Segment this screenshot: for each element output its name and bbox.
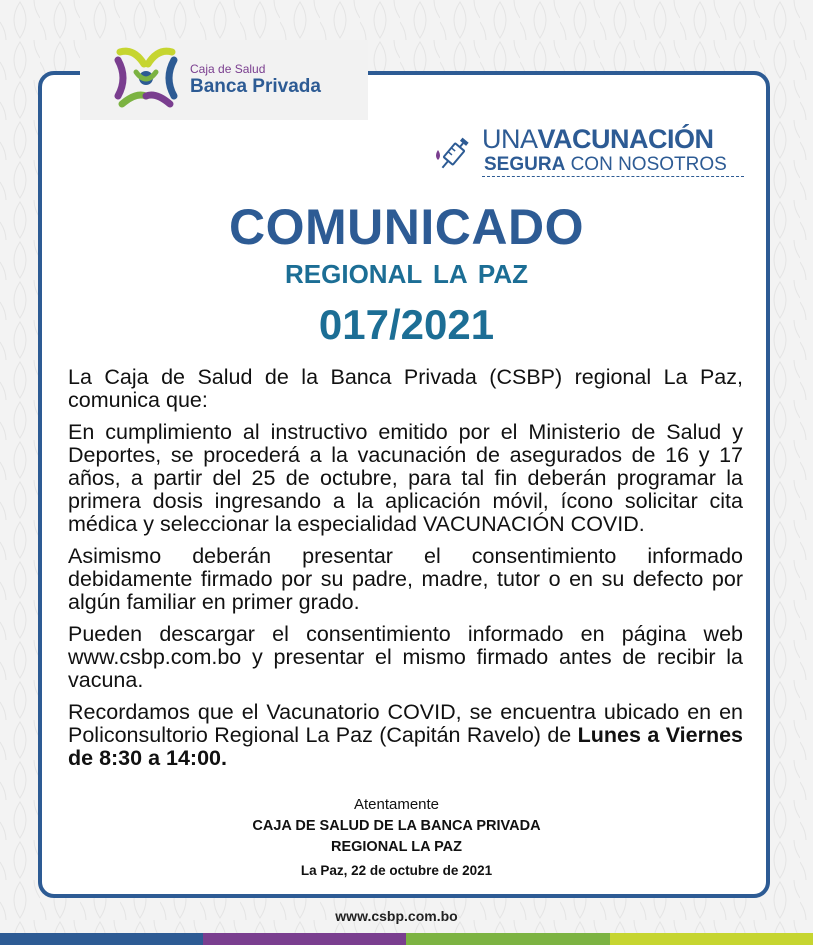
campaign-line-2: SEGURA CON NOSOTROS bbox=[484, 154, 727, 175]
bar-segment-green bbox=[406, 933, 610, 945]
vaccination-campaign-banner bbox=[432, 124, 748, 180]
bar-segment-purple bbox=[203, 933, 406, 945]
page-title: COMUNICADO bbox=[229, 199, 584, 255]
footer-website-link[interactable]: www.csbp.com.bo bbox=[335, 908, 458, 924]
place-date: La Paz, 22 de octubre de 2021 bbox=[300, 863, 493, 878]
bar-segment-blue bbox=[0, 933, 203, 945]
paragraph-intro: La Caja de Salud de la Banca Privada (CSBP) regional La Paz, comunica que: bbox=[68, 365, 743, 412]
logo-text-big: Banca Privada bbox=[190, 76, 321, 97]
paragraph-schedule: Recordamos que el Vacunatorio COVID, se encuentra ubicado en en Policonsultorio Regional La Paz (Capitán Ravelo) de Lunes a Viernes de 8:30 a 14:00. bbox=[68, 700, 744, 770]
bar-segment-yellow-green bbox=[610, 933, 813, 945]
campaign-line-1: UNAVACUNACIÓN bbox=[482, 124, 714, 154]
bottom-color-bar bbox=[0, 933, 813, 945]
communique-body bbox=[68, 366, 743, 779]
paragraph-instructions: En cumplimiento al instructivo emitido por el Ministerio de Salud y Deportes, se procederá a la vacunación de asegurados de 16 y 17 años, a partir del 25 de octubre, para tal fin deberán programar la primera dosis ingresando a la aplicación móvil, ícono solicitar cita médica y seleccionar la especialidad VACUNACIÓN COVID. bbox=[68, 420, 743, 536]
organization-regional: REGIONAL LA PAZ bbox=[330, 839, 463, 855]
closing-text: Atentamente bbox=[353, 796, 440, 813]
logo-text-small: Caja de Salud bbox=[190, 62, 266, 76]
organization-name: CAJA DE SALUD DE LA BANCA PRIVADA bbox=[252, 818, 541, 834]
page-subtitle: REGIONAL LA PAZ bbox=[285, 259, 528, 289]
paragraph-consent: Asimismo deberán presentar el consentimiento informado debidamente firmado por su padre, madre, tutor o en su defecto por algún familiar en primer grado. bbox=[68, 544, 743, 614]
campaign-dashed-underline bbox=[482, 176, 744, 177]
paragraph-download: Pueden descargar el consentimiento informado en página web www.csbp.com.bo y presentar el mismo firmado antes de recibir la vacuna. bbox=[68, 622, 743, 692]
syringe-icon bbox=[432, 132, 476, 176]
communique-number: 017/2021 bbox=[318, 301, 495, 348]
schedule-hours: Lunes a Viernes de 8:30 a 14:00. bbox=[68, 723, 744, 770]
csbp-logo-icon bbox=[110, 42, 182, 114]
